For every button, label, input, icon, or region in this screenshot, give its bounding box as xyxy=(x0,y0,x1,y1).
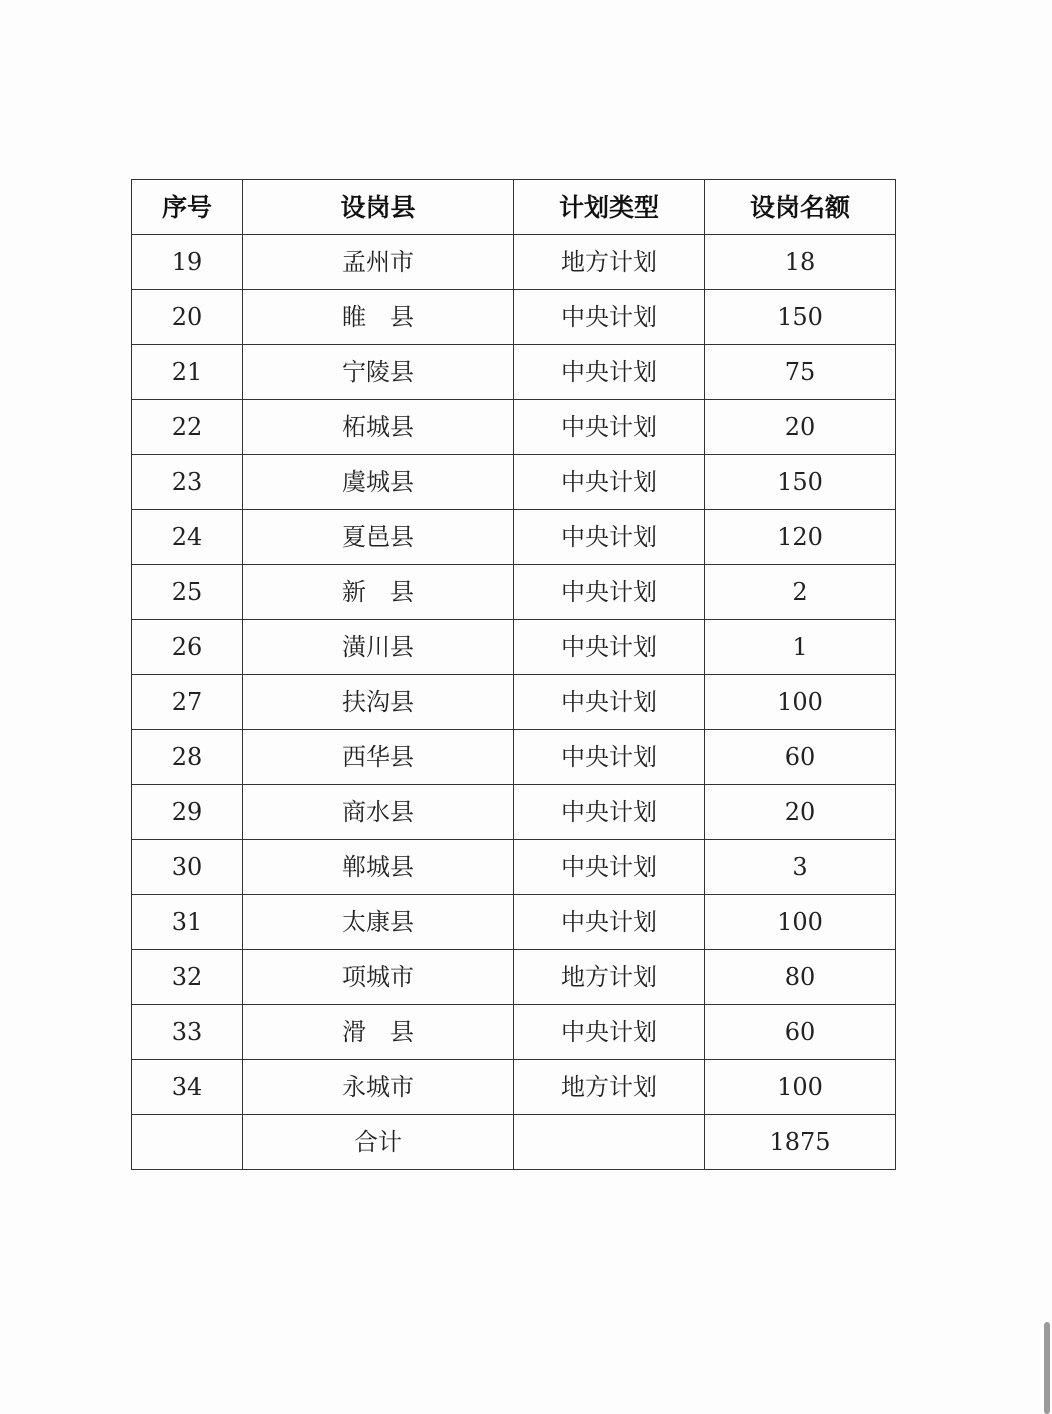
total-row xyxy=(132,1115,896,1170)
cell-county: 永城市 xyxy=(243,1060,514,1115)
cell-index: 30 xyxy=(132,840,243,895)
cell-quota: 18 xyxy=(705,235,896,290)
cell-plan-type: 中央计划 xyxy=(514,510,705,565)
scrollbar-thumb[interactable] xyxy=(1044,1322,1050,1414)
cell-county: 项城市 xyxy=(243,950,514,1005)
header-county: 设岗县 xyxy=(243,180,514,235)
quota-table xyxy=(131,179,896,1170)
table-row xyxy=(132,1005,896,1060)
cell-plan-type: 中央计划 xyxy=(514,565,705,620)
cell-plan-type: 中央计划 xyxy=(514,840,705,895)
cell-county: 商水县 xyxy=(243,785,514,840)
cell-quota: 80 xyxy=(705,950,896,1005)
table-row xyxy=(132,950,896,1005)
header-quota: 设岗名额 xyxy=(705,180,896,235)
cell-index: 26 xyxy=(132,620,243,675)
cell-plan-type: 中央计划 xyxy=(514,730,705,785)
table-row xyxy=(132,785,896,840)
cell-index: 32 xyxy=(132,950,243,1005)
cell-county: 扶沟县 xyxy=(243,675,514,730)
cell-index: 29 xyxy=(132,785,243,840)
table-row xyxy=(132,455,896,510)
total-index xyxy=(132,1115,243,1170)
cell-county: 新 县 xyxy=(243,565,514,620)
table-row xyxy=(132,510,896,565)
cell-county: 睢 县 xyxy=(243,290,514,345)
cell-index: 20 xyxy=(132,290,243,345)
cell-index: 19 xyxy=(132,235,243,290)
cell-county: 宁陵县 xyxy=(243,345,514,400)
cell-index: 22 xyxy=(132,400,243,455)
cell-county: 潢川县 xyxy=(243,620,514,675)
cell-plan-type: 中央计划 xyxy=(514,455,705,510)
cell-quota: 100 xyxy=(705,895,896,950)
cell-quota: 100 xyxy=(705,1060,896,1115)
cell-county: 孟州市 xyxy=(243,235,514,290)
cell-plan-type: 中央计划 xyxy=(514,345,705,400)
cell-index: 31 xyxy=(132,895,243,950)
cell-index: 23 xyxy=(132,455,243,510)
table-row xyxy=(132,895,896,950)
table-row xyxy=(132,290,896,345)
cell-plan-type: 中央计划 xyxy=(514,785,705,840)
cell-county: 西华县 xyxy=(243,730,514,785)
cell-plan-type: 中央计划 xyxy=(514,895,705,950)
header-row xyxy=(132,180,896,235)
cell-county: 郸城县 xyxy=(243,840,514,895)
cell-plan-type: 中央计划 xyxy=(514,1005,705,1060)
table-row xyxy=(132,730,896,785)
header-plan-type: 计划类型 xyxy=(514,180,705,235)
cell-plan-type: 地方计划 xyxy=(514,1060,705,1115)
cell-quota: 20 xyxy=(705,400,896,455)
total-quota: 1875 xyxy=(705,1115,896,1170)
table-row xyxy=(132,1060,896,1115)
cell-quota: 1 xyxy=(705,620,896,675)
table-row xyxy=(132,400,896,455)
cell-quota: 120 xyxy=(705,510,896,565)
cell-plan-type: 中央计划 xyxy=(514,675,705,730)
cell-index: 33 xyxy=(132,1005,243,1060)
cell-county: 滑 县 xyxy=(243,1005,514,1060)
header-index: 序号 xyxy=(132,180,243,235)
table-row xyxy=(132,840,896,895)
cell-index: 24 xyxy=(132,510,243,565)
table-row xyxy=(132,235,896,290)
cell-index: 25 xyxy=(132,565,243,620)
cell-quota: 60 xyxy=(705,1005,896,1060)
cell-quota: 150 xyxy=(705,290,896,345)
cell-plan-type: 中央计划 xyxy=(514,620,705,675)
cell-quota: 3 xyxy=(705,840,896,895)
cell-quota: 2 xyxy=(705,565,896,620)
cell-quota: 150 xyxy=(705,455,896,510)
table-row xyxy=(132,620,896,675)
cell-index: 27 xyxy=(132,675,243,730)
cell-county: 夏邑县 xyxy=(243,510,514,565)
cell-index: 34 xyxy=(132,1060,243,1115)
cell-quota: 100 xyxy=(705,675,896,730)
cell-quota: 75 xyxy=(705,345,896,400)
cell-quota: 20 xyxy=(705,785,896,840)
table-row xyxy=(132,675,896,730)
cell-plan-type: 地方计划 xyxy=(514,235,705,290)
cell-index: 28 xyxy=(132,730,243,785)
cell-index: 21 xyxy=(132,345,243,400)
table-body xyxy=(132,235,896,1170)
table-row xyxy=(132,565,896,620)
total-plan-type xyxy=(514,1115,705,1170)
cell-county: 柘城县 xyxy=(243,400,514,455)
cell-plan-type: 地方计划 xyxy=(514,950,705,1005)
cell-plan-type: 中央计划 xyxy=(514,400,705,455)
cell-county: 太康县 xyxy=(243,895,514,950)
total-label: 合计 xyxy=(243,1115,514,1170)
cell-plan-type: 中央计划 xyxy=(514,290,705,345)
table-row xyxy=(132,345,896,400)
cell-county: 虞城县 xyxy=(243,455,514,510)
cell-quota: 60 xyxy=(705,730,896,785)
